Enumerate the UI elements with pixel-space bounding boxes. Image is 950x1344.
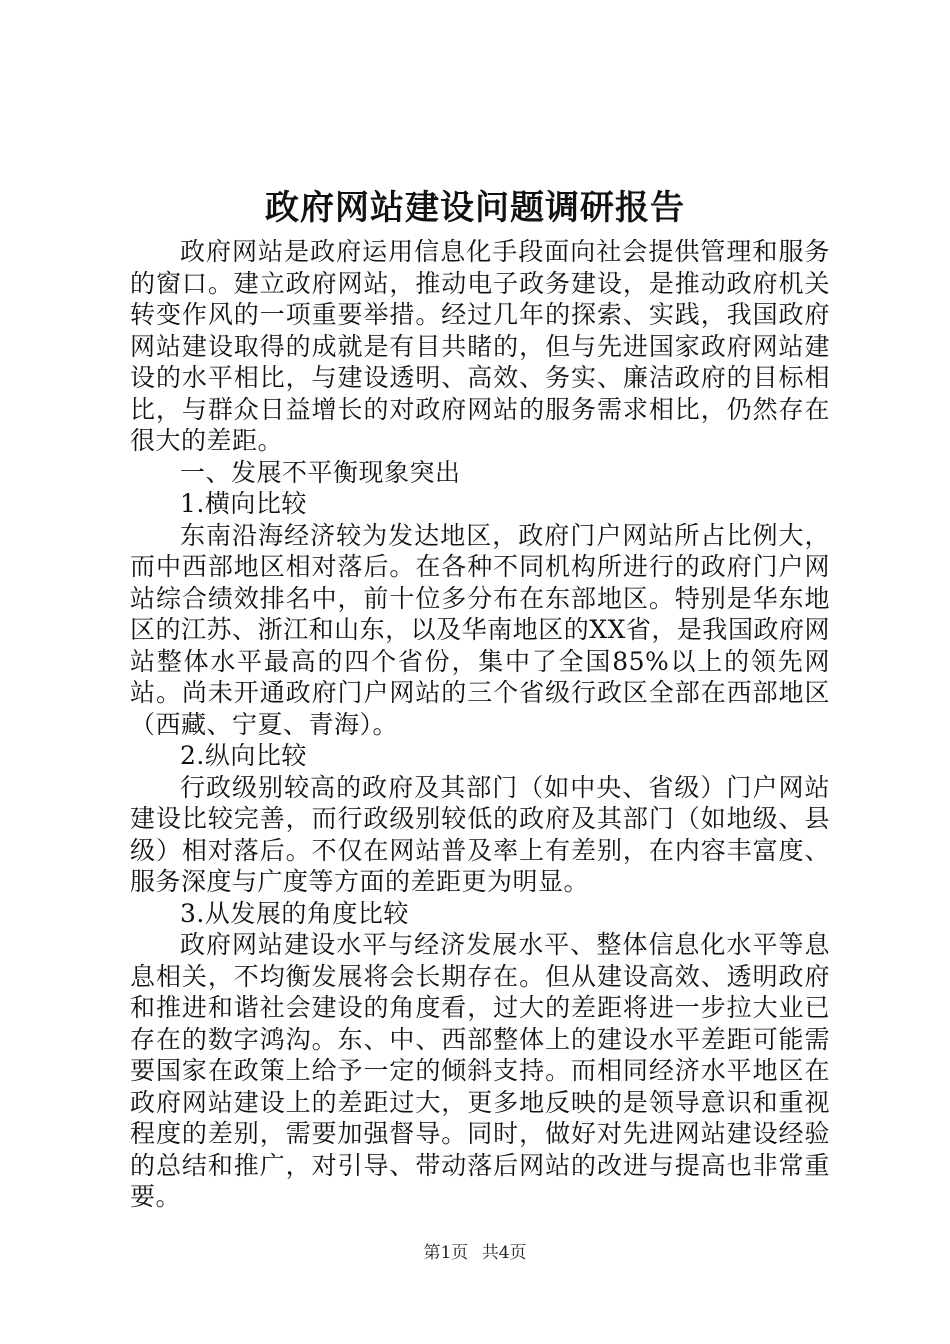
- page-number: 第1页: [423, 1243, 469, 1263]
- section-heading-1: 一、发展不平衡现象突出: [180, 457, 461, 487]
- paragraph-intro: 政府网站是政府运用信息化手段面向社会提供管理和服务的窗口。建立政府网站，推动电子政务建设，是推动政府机关转变作风的一项重要举措。经过几年的探索、实践，我国政府网站建设取得的成就是有目共睹的，但与先进国家政府网站建设的水平相比，与建设透明、高效、务实、廉洁政府的目标相比，与群众日益增长的对政府网站的服务需求相比，仍然存在很大的差距。: [130, 237, 830, 455]
- document-body: [130, 236, 830, 1213]
- subheading-vertical-comparison: 2.纵向比较: [180, 741, 307, 770]
- page-total: 共4页: [481, 1243, 527, 1263]
- subheading-horizontal-comparison: 1.横向比较: [180, 489, 307, 518]
- paragraph-development-comparison: 政府网站建设水平与经济发展水平、整体信息化水平等息息相关，不均衡发展将会长期存在。但从建设高效、透明政府和推进和谐社会建设的角度看，过大的差距将进一步拉大业已存在的数字鸿沟。东、中、西部整体上的建设水平差距可能需要国家在政策上给予一定的倾斜支持。而相同经济水平地区在政府网站建设上的差距过大，更多地反映的是领导意识和重视程度的差别，需要加强督导。同时，做好对先进网站建设经验的总结和推广，对引导、带动落后网站的改进与提高也非常重要。: [130, 930, 830, 1211]
- paragraph-horizontal-comparison: 东南沿海经济较为发达地区，政府门户网站所占比例大，而中西部地区相对落后。在各种不同机构所进行的政府门户网站综合绩效排名中，前十位多分布在东部地区。特别是华东地区的江苏、浙江和山东，以及华南地区的XX省，是我国政府网站整体水平最高的四个省份，集中了全国85%以上的领先网站。尚未开通政府门户网站的三个省级行政区全部在西部地区（西藏、宁夏、青海）。: [130, 520, 830, 739]
- document-title: 政府网站建设问题调研报告: [265, 188, 685, 228]
- subheading-development-comparison: 3.从发展的角度比较: [180, 898, 409, 928]
- paragraph-vertical-comparison: 行政级别较高的政府及其部门（如中央、省级）门户网站建设比较完善，而行政级别较低的政府及其部门（如地级、县级）相对落后。不仅在网站普及率上有差别，在内容丰富度、服务深度与广度等方面的差距更为明显。: [130, 772, 830, 896]
- page-footer: [0, 1242, 950, 1264]
